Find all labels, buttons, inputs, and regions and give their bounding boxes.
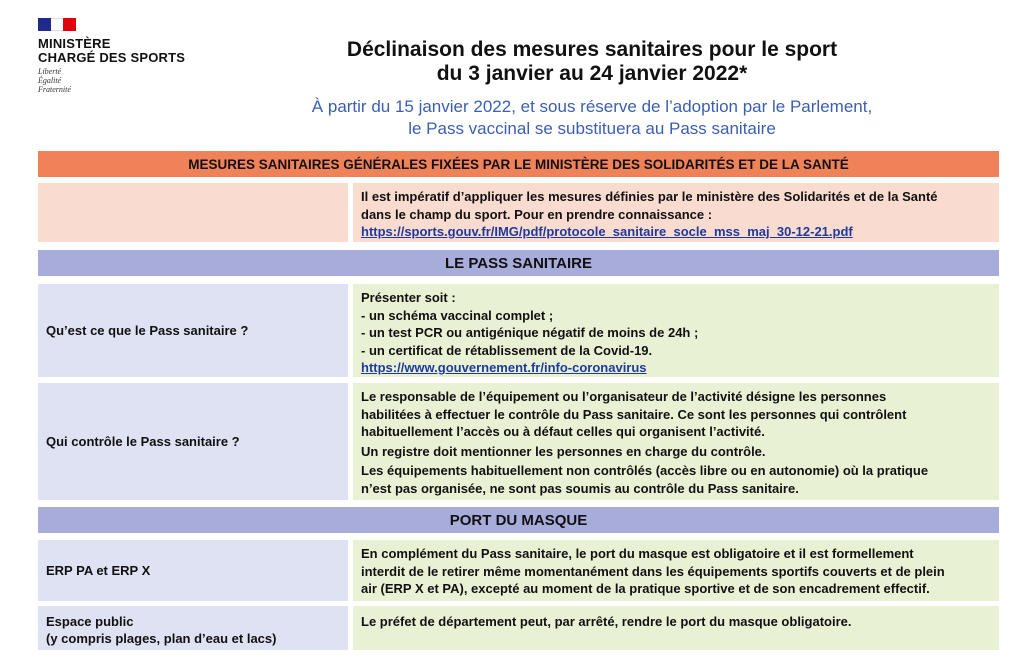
gouvernement-coronavirus-link[interactable]: https://www.gouvernement.fr/info-coronavirus <box>361 360 647 375</box>
control-p1-line-3: habituellement l’accès ou à défaut celles qui organisent l’activité. <box>361 424 765 439</box>
general-measures-empty-cell <box>38 183 348 242</box>
subtitle-line-2: le Pass vaccinal se substituera au Pass sanitaire <box>408 119 776 138</box>
mask-erp-line-3: air (ERP X et PA), excepté au moment de la pratique sportive et de son encadrement effectif. <box>361 581 930 596</box>
control-p3-line-2: n’est pas organisée, ne sont pas soumis au contrôle du Pass sanitaire. <box>361 480 799 496</box>
general-measures-text-cell <box>353 183 999 242</box>
pass-item-recovery: - un certificat de rétablissement de la Covid-19. <box>361 342 653 358</box>
ministry-logo <box>38 18 185 94</box>
control-p2: Un registre doit mentionner les personnes en charge du contrôle. <box>361 443 766 459</box>
pass-control-paragraph-3 <box>361 462 989 497</box>
control-p3-line-1: Les équipements habituellement non contrôlés (accès libre ou en autonomie) où la pratique <box>361 463 929 478</box>
pass-control-row <box>38 383 999 500</box>
republic-motto <box>38 67 185 94</box>
french-flag-icon <box>38 18 76 31</box>
pass-control-answer <box>353 383 999 500</box>
pass-item-vaccine: - un schéma vaccinal complet ; <box>361 307 554 323</box>
motto-fraternite: Fraternité <box>38 85 71 94</box>
public-space-text: Le préfet de département peut, par arrêté, rendre le port du masque obligatoire. <box>361 614 852 629</box>
pass-definition-answer <box>353 284 999 377</box>
motto-liberte: Liberté <box>38 67 62 76</box>
mask-erp-text <box>353 540 999 601</box>
protocol-pdf-link[interactable]: https://sports.gouv.fr/IMG/pdf/protocole_sanitaire_socle_mss_maj_30-12-21.pdf <box>361 224 853 239</box>
page-title <box>250 38 934 86</box>
pass-intro: Présenter soit : <box>361 290 456 305</box>
control-p1-line-2: habilitées à effectuer le contrôle du Pass sanitaire. Ce sont les personnes qui contrôlent <box>361 406 907 422</box>
control-p1-line-1: Le responsable de l’équipement ou l’organisateur de l’activité désigne les personnes <box>361 389 887 404</box>
pass-control-paragraph-2 <box>361 443 989 461</box>
mask-erp-row <box>38 540 999 601</box>
mask-public-space-row <box>38 606 999 650</box>
ministry-line-2: CHARGÉ DES SPORTS <box>38 50 186 65</box>
ministry-line-1: MINISTÈRE <box>38 36 111 51</box>
pass-sanitaire-header: LE PASS SANITAIRE <box>38 250 999 276</box>
mask-header: PORT DU MASQUE <box>38 507 999 533</box>
pass-item-test: - un test PCR ou antigénique négatif de moins de 24h ; <box>361 325 699 340</box>
subtitle-line-1: À partir du 15 janvier 2022, et sous réserve de l’adoption par le Parlement, <box>311 97 873 116</box>
mask-erp-line-1: En complément du Pass sanitaire, le port du masque est obligatoire et il est formellement <box>361 546 914 561</box>
mask-erp-line-2: interdit de le retirer même momentanément dans les équipements sportifs couverts et de plein <box>361 563 945 579</box>
pass-definition-question: Qu’est ce que le Pass sanitaire ? <box>38 284 348 377</box>
general-text-line-2: dans le champ du sport. Pour en prendre connaissance : <box>361 206 713 222</box>
title-line-2: du 3 janvier au 24 janvier 2022* <box>436 62 748 85</box>
general-text-line-1: Il est impératif d’appliquer les mesures définies par le ministère des Solidarités et de la Santé <box>361 189 938 204</box>
pass-control-paragraph-1 <box>361 388 989 441</box>
mask-public-space-text <box>353 606 999 650</box>
public-space-label-line-2: (y compris plages, plan d’eau et lacs) <box>46 631 277 646</box>
mask-erp-label: ERP PA et ERP X <box>38 540 348 601</box>
pass-control-question: Qui contrôle le Pass sanitaire ? <box>38 383 348 500</box>
public-space-label-line-1: Espace public <box>46 614 134 629</box>
motto-egalite: Égalité <box>38 76 62 85</box>
title-line-1: Déclinaison des mesures sanitaires pour le sport <box>346 38 838 61</box>
page-header <box>250 38 934 140</box>
page-subtitle <box>250 96 934 140</box>
pass-definition-row <box>38 284 999 377</box>
mask-public-space-label <box>38 606 348 650</box>
general-measures-header: MESURES SANITAIRES GÉNÉRALES FIXÉES PAR LE MINISTÈRE DES SOLIDARITÉS ET DE LA SANTÉ <box>38 151 999 177</box>
ministry-name <box>38 37 185 65</box>
general-measures-row <box>38 183 999 242</box>
